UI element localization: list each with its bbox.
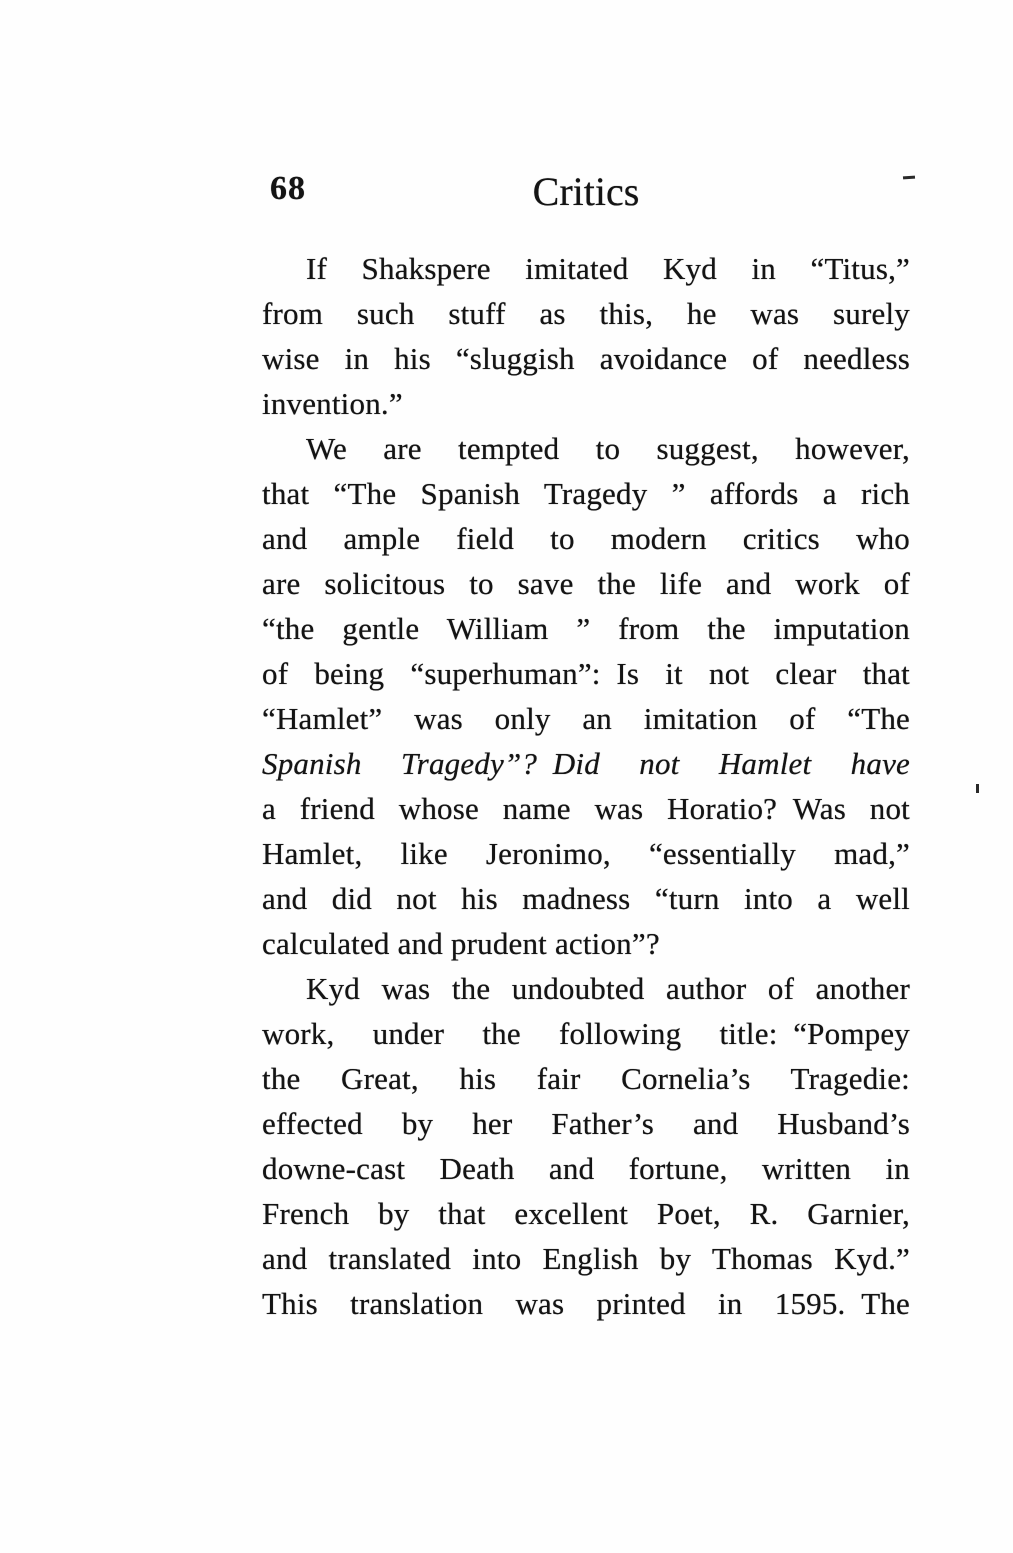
text-column bbox=[262, 168, 910, 1321]
text-line: from such stuff as this, he was surely bbox=[262, 296, 910, 331]
text-line: Kyd was the undoubted author of another bbox=[306, 971, 910, 1006]
page-header bbox=[262, 168, 910, 216]
text-line: We are tempted to suggest, however, bbox=[306, 431, 910, 466]
text-line: invention.” bbox=[262, 386, 403, 421]
text-line: that “The Spanish Tragedy ” affords a rich bbox=[262, 476, 910, 511]
scan-artifact-tick bbox=[976, 784, 979, 793]
text-line: work, under the following title: “Pompey bbox=[262, 1016, 910, 1051]
text-line: downe-cast Death and fortune, written in bbox=[262, 1151, 910, 1186]
page-body bbox=[262, 246, 910, 1326]
text-line: French by that excellent Poet, R. Garnier, bbox=[262, 1196, 910, 1231]
text-line: of being “superhuman”: Is it not clear that bbox=[262, 656, 910, 691]
text-line: “Hamlet” was only an imitation of “The bbox=[262, 701, 910, 736]
text-line: and ample field to modern critics who bbox=[262, 521, 910, 556]
text-line: wise in his “sluggish avoidance of needless bbox=[262, 341, 910, 376]
text-line: effected by her Father’s and Husband’s bbox=[262, 1106, 910, 1141]
running-title: Critics bbox=[532, 169, 640, 214]
text-line: Spanish Tragedy”? Did not Hamlet have bbox=[262, 746, 910, 781]
text-line: the Great, his fair Cornelia’s Tragedie: bbox=[262, 1061, 910, 1096]
text-line: Hamlet, like Jeronimo, “essentially mad,” bbox=[262, 836, 910, 871]
text-line: are solicitous to save the life and work of bbox=[262, 566, 910, 601]
text-line: If Shakspere imitated Kyd in “Titus,” bbox=[306, 251, 910, 286]
text-line: and translated into English by Thomas Kyd.” bbox=[262, 1241, 910, 1276]
page-number: 68 bbox=[270, 170, 306, 207]
text-line: This translation was printed in 1595. The bbox=[262, 1286, 910, 1321]
text-line: “the gentle William ” from the imputation bbox=[262, 611, 910, 646]
text-line: a friend whose name was Horatio? Was not bbox=[262, 791, 910, 826]
text-line: calculated and prudent action”? bbox=[262, 926, 660, 961]
text-line: and did not his madness “turn into a well bbox=[262, 881, 910, 916]
